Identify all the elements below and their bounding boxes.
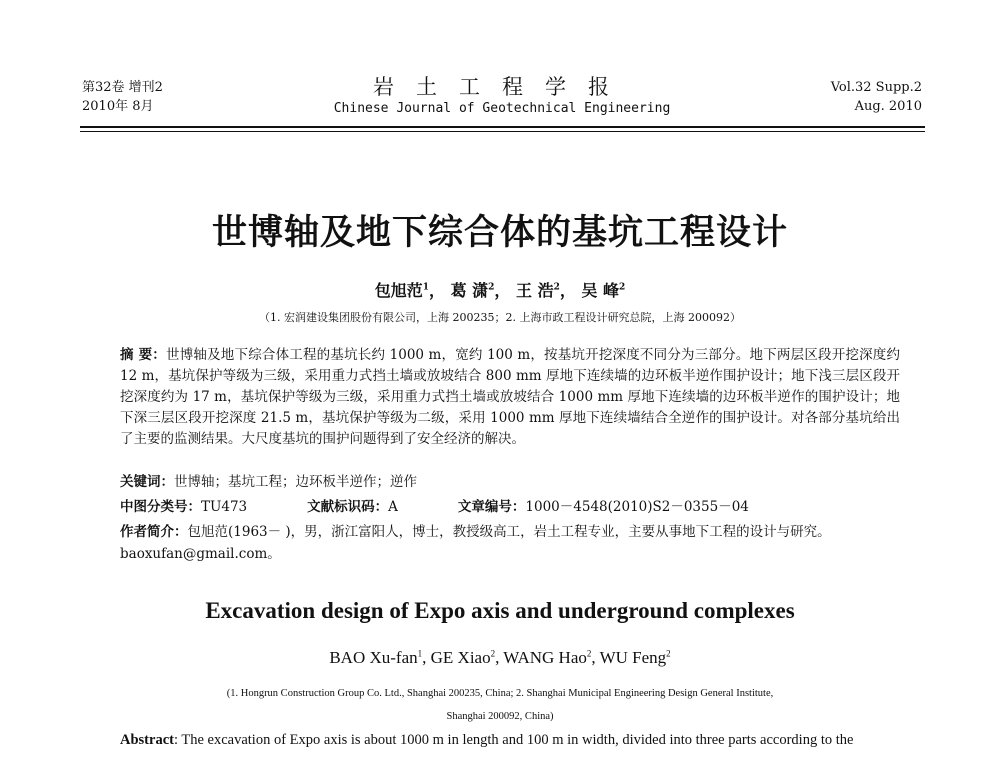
classification-line [120, 497, 900, 517]
doc-code-label: 文献标识码： [307, 499, 389, 515]
header-center [282, 75, 722, 118]
volume-issue-cn: 第32卷 增刊2 [82, 80, 163, 95]
header-left [82, 78, 163, 116]
journal-title-cn: 岩土工程学报 [373, 75, 631, 99]
author-affil-mark: 2 [488, 282, 495, 293]
author-affil-mark: 1 [422, 282, 429, 293]
author-affil-mark: 2 [553, 282, 560, 293]
paper-title-en: Excavation design of Expo axis and underground complexes [205, 598, 795, 623]
paper-title-cn: 世博轴及地下综合体的基坑工程设计 [211, 213, 788, 253]
article-number-value: 1000－4548(2010)S2－0355－04 [525, 499, 749, 515]
author-en: BAO Xu-fan [329, 648, 418, 667]
doc-code-value: A [388, 499, 398, 515]
keywords-cn [120, 472, 417, 492]
header-rule-thick [80, 126, 925, 128]
author-email: baoxufan@gmail.com。 [120, 546, 281, 562]
journal-header [82, 75, 922, 124]
clc-label: 中图分类号： [120, 499, 201, 515]
author-list-en: BAO Xu-fan$^1$, GE Xiao$^2$, WANG Hao$^2$, WU Feng$^2$ [329, 648, 671, 667]
keywords-text-cn: 世博轴；基坑工程；边环板半逆作；逆作 [174, 474, 417, 490]
header-right [831, 78, 922, 116]
author-bio-text: 包旭范(1963－ )，男，浙江富阳人，博士，教授级高工，岩土工程专业，主要从事地下工程的设计与研究。 [187, 524, 831, 540]
author-en: WU Feng [599, 648, 667, 667]
author-cn: 包旭范 [374, 281, 423, 300]
author-cn: 葛 潇 [450, 281, 489, 300]
author-affil-mark: 2 [490, 648, 496, 659]
keywords-label-cn: 关键词： [120, 474, 174, 490]
affiliation-en [0, 682, 1000, 728]
affiliation-cn: （1. 宏润建设集团股份有限公司，上海 200235；2. 上海市政工程设计研究总院，上海 200092） [259, 311, 741, 324]
abstract-text-en: : The excavation of Expo axis is about 1000 m in length and 100 m in width, divided into three parts according to the [173, 732, 854, 748]
clc-value: TU473 [201, 499, 248, 515]
header-rule-thin [80, 131, 925, 132]
journal-title-en: Chinese Journal of Geotechnical Engineering [333, 101, 671, 116]
author-bio-label: 作者简介： [120, 524, 188, 540]
abstract-text-cn: 世博轴及地下综合体工程的基坑长约 1000 m，宽约 100 m，按基坑开挖深度不同分为三部分。地下两层区段开挖深度约 12 m，基坑保护等级为三级，采用重力式挡土墙或放坡结合 800 mm 厚地下连续墙的边环板半逆作围护设计；地下浅三层区段开挖深度约为 17 m，基坑保护等级为三级，采用重力式挡土墙或放坡结合 1000 mm 厚地下连续墙的边环板半逆作的围护设计；地下深三层区段开挖深度 21.5 m，基坑保护等级为二级，采用 1000 mm 厚地下连续墙结合全逆作的围护设计。对各部分基坑给出了主要的监测结果。大尺度基坑的围护问题得到了安全经济的解决。 [120, 347, 901, 447]
abstract-label-cn: 摘 要： [120, 347, 166, 363]
author-bio [120, 521, 900, 565]
abstract-cn [120, 345, 900, 450]
author-affil-mark: 2 [666, 648, 671, 659]
author-affil-mark: 1 [417, 648, 423, 659]
author-list-cn: 包旭范$^1$， 葛 潇$^2$， 王 浩$^2$， 吴 峰$^2$ [374, 281, 626, 300]
abstract-en [120, 732, 910, 749]
abstract-label-en: Abstract [120, 732, 174, 748]
volume-issue-en: Vol.32 Supp.2 [830, 80, 922, 95]
author-cn: 王 浩 [516, 281, 554, 300]
publication-date-en: Aug. 2010 [854, 99, 922, 114]
author-cn: 吴 峰 [581, 281, 619, 300]
author-en: GE Xiao [430, 648, 491, 667]
author-en: WANG Hao [503, 648, 587, 667]
author-affil-mark: 2 [586, 648, 592, 659]
affiliation-en-line2: Shanghai 200092, China) [446, 711, 554, 722]
affiliation-en-line1: (1. Hongrun Construction Group Co. Ltd., Shanghai 200235, China; 2. Shanghai Municipal Engineering Design General Institute, [226, 688, 774, 699]
article-number-label: 文章编号： [457, 499, 526, 515]
author-affil-mark: 2 [619, 282, 626, 293]
publication-date-cn: 2010年 8月 [82, 99, 154, 114]
